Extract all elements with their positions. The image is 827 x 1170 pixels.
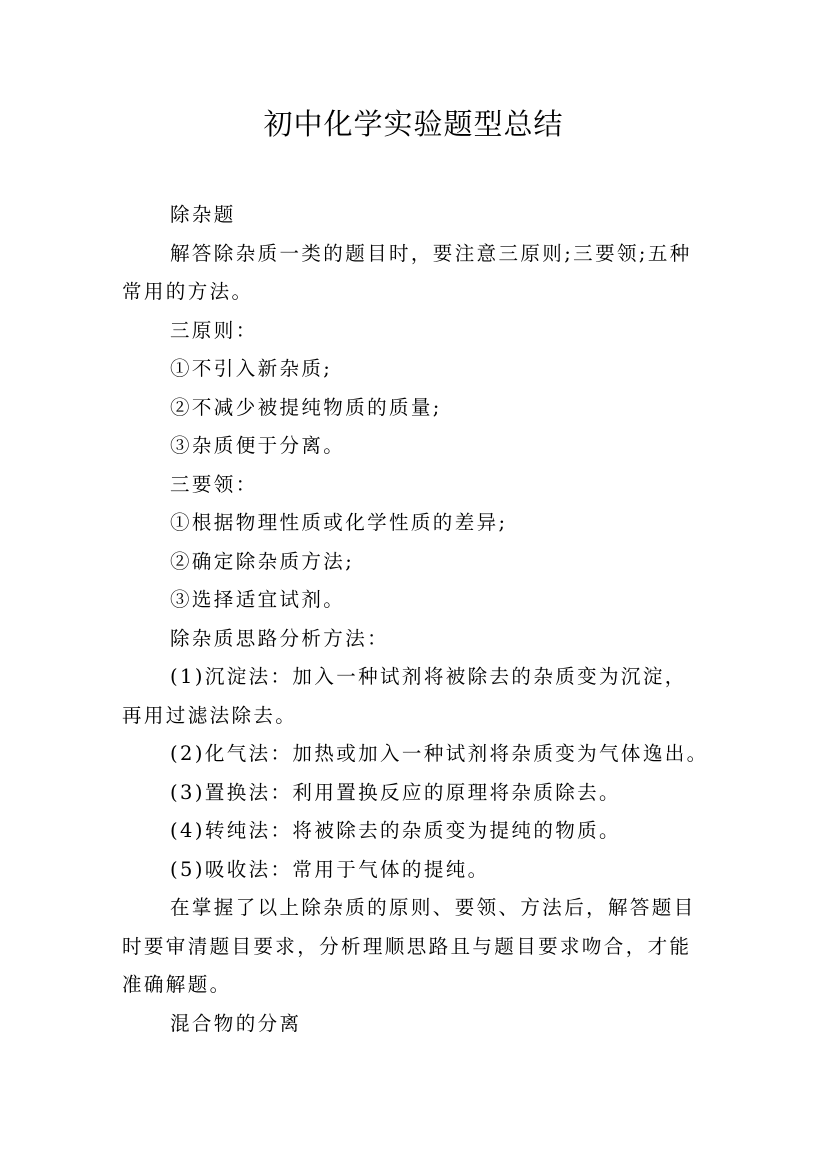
text-line: (4)转纯法：将被除去的杂质变为提纯的物质。	[170, 819, 621, 842]
document-title: 初中化学实验题型总结	[263, 107, 564, 141]
document-body	[122, 196, 712, 1043]
text-line: 除杂质思路分析方法：	[170, 626, 390, 650]
text-line: ①根据物理性质或化学性质的差异;	[170, 511, 508, 534]
text-line: 三要领：	[170, 472, 258, 496]
text-line: (5)吸收法：常用于气体的提纯。	[170, 857, 490, 881]
text-line: ②确定除杂质方法;	[170, 549, 355, 573]
text-line: (3)置换法：利用置换反应的原理将杂质除去。	[170, 780, 621, 804]
text-line: 三原则：	[170, 318, 258, 342]
text-line: 在掌握了以上除杂质的原则、要领、方法后，解答题目	[170, 896, 696, 919]
text-line: 时要审清题目要求，分析理顺思路且与题目要求吻合，才能	[122, 934, 692, 958]
text-line: 再用过滤法除去。	[122, 703, 298, 727]
text-line: (2)化气法：加热或加入一种试剂将杂质变为气体逸出。	[170, 742, 709, 765]
text-line: 除杂题	[170, 203, 236, 226]
text-line: ②不减少被提纯物质的质量;	[170, 395, 442, 419]
text-line: 准确解题。	[122, 973, 232, 996]
text-line: 常用的方法。	[122, 280, 254, 303]
text-line: 解答除杂质一类的题目时，要注意三原则;三要领;五种	[170, 241, 692, 265]
text-line: ①不引入新杂质;	[170, 357, 333, 380]
text-line: (1)沉淀法：加入一种试剂将被除去的杂质变为沉淀，	[170, 665, 687, 688]
text-line: 混合物的分离	[170, 1011, 302, 1035]
text-line: ③选择适宜试剂。	[170, 588, 346, 611]
text-line: ③杂质便于分离。	[170, 434, 346, 457]
